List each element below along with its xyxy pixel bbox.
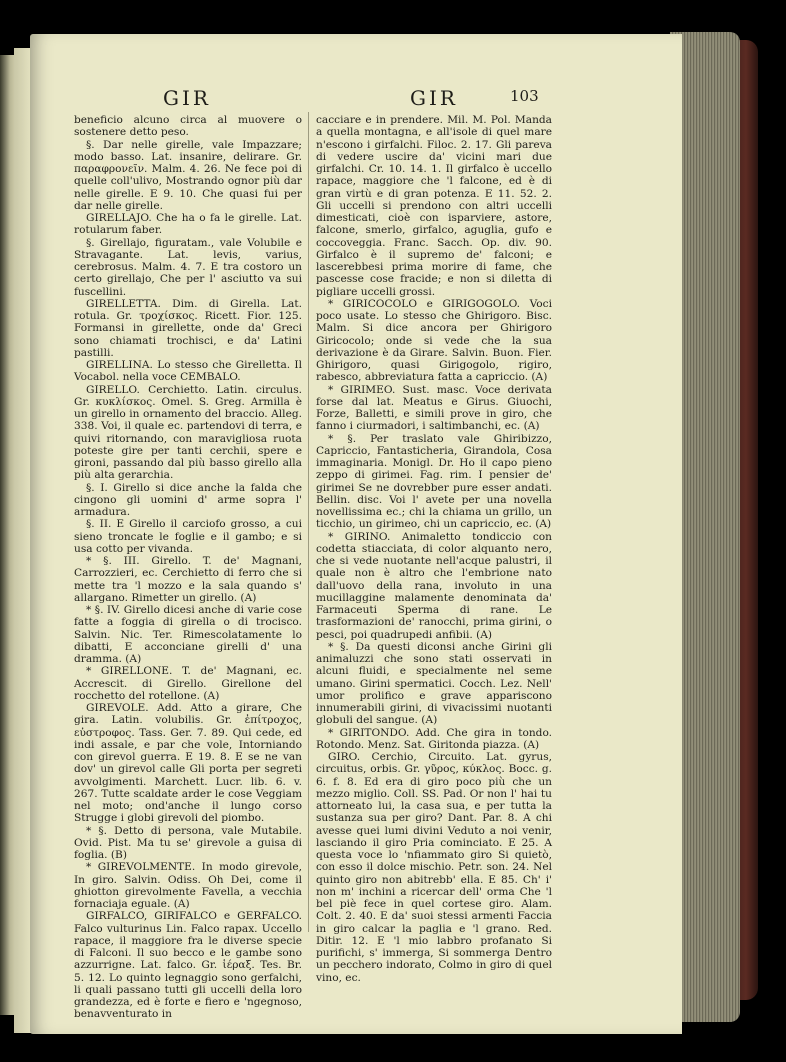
entry-paragraph: * GIRELLONE. T. de' Magnani, ec. Accrescit. di Girello. Girellone del rocchetto del rotellone. (A) — [74, 665, 302, 702]
entry-paragraph: GIRELLAJO. Che ha o fa le girelle. Lat. rotularum faber. — [74, 212, 302, 237]
entry-paragraph: cacciare e in prendere. Mil. M. Pol. Manda a quella montagna, e all'isole di quel mare n'escono i girfalchi. Filoc. 2. 17. Gli pareva di vedere uscire da' vicini mari due girfalchi. Cr. 10. 14. 1. Il girfalco è uccello rapace, maggiore che 'l falcone, ed è di gran virtù e di gran potenza. E 11. 52. 2. Gli uccelli si prendono con altri uccelli dimesticati, cioè con isparviere, astore, falcone, smerlo, girfalco, aguglia, gufo e coccoveggia. Franc. Sacch. Op. div. 90. Girfalco è il supremo de' falconi; e lascerebbesi prima morire di fame, che pascesse cose fracide; e non si diletta di pigliare uccelli grossi. — [316, 114, 552, 298]
entry-paragraph: * §. IV. Girello dicesi anche di varie cose fatte a foggia di girella o di trocisco. Salvin. Nic. Ter. Rimescolatamente lo dibatti, E acconciane girelli d' una dramma. (A) — [74, 604, 302, 665]
entry-paragraph: GIRELLO. Cerchietto. Latin. circulus. Gr. κυκλίσκος. Omel. S. Greg. Armilla è un girello in ornamento del braccio. Alleg. 338. Voi, il quale ec. partendovi di terra, e quivi ritornando, con maravigliosa ruota poteste gire per tanti cerchii, spere e gironi, passando dal più basso girello alla più alta gerarchia. — [74, 383, 302, 482]
entry-paragraph: * GIRICOCOLO e GIRIGOGOLO. Voci poco usate. Lo stesso che Ghirigoro. Bisc. Malm. Si dice ancora per Ghirigoro Giricocolo; onde si vede che la sua derivazione è da Girare. Salvin. Buon. Fier. Ghirigoro, quasi Girigogolo, rigiro, rabesco, abbreviatura fatta a capriccio. (A) — [316, 297, 552, 384]
entry-paragraph: beneficio alcuno circa al muovere o sostenere detto peso. — [74, 114, 302, 139]
entry-paragraph: * GIRINO. Animaletto tondiccio con codetta stiacciata, di color alquanto nero, che si vede nuotante nell'acque palustri, il quale non è altro che l'embrione nato dall'uovo della rana, involuto in una mucillaggine malamente denominata da' Farmaceuti Sperma di rane. Le trasformazioni de' ranocchi, prima girini, o pesci, poi quadrupedi anfibii. (A) — [316, 530, 552, 641]
entry-paragraph: * §. Detto di persona, vale Mutabile. Ovid. Pist. Ma tu se' girevole a guisa di foglia. (B) — [74, 824, 302, 861]
entry-paragraph: * §. Per traslato vale Ghiribizzo, Capriccio, Fantasticheria, Girandola, Cosa immaginaria. Monigl. Dr. Ho il capo pieno zeppo di girimei. Fag. rim. I pensier de' girimei Se ne dovrebber pure esser andati. Bellin. disc. Voi l' avete per una novella novellissima ec.; chi la chiama un grillo, un ticchio, un girimeo, chi un capriccio, ec. (A) — [316, 432, 552, 531]
entry-paragraph: * GIRIMEO. Sust. masc. Voce derivata forse dal lat. Meatus e Girus. Giuochi, Forze, Balletti, e simili prove in giro, che fanno i ciurmadori, i saltimbanchi, ec. (A) — [316, 383, 552, 433]
right-running-head: GIR — [410, 86, 458, 110]
entry-paragraph: GIRELLINA. Lo stesso che Girelletta. Il Vocabol. nella voce CEMBALO. — [74, 359, 302, 384]
right-column — [316, 114, 552, 984]
entry-paragraph: * §. III. Girello. T. de' Magnani, Carrozzieri, ec. Cerchietto di ferro che si mette tra 'l mozzo e la sala quando s' allargano. Rimetter un girello. (A) — [74, 555, 302, 604]
entry-paragraph: §. I. Girello si dice anche la falda che cingono gli uomini d' arme sopra l' armadura. — [74, 481, 302, 518]
entry-paragraph: GIRFALCO, GIRIFALCO e GERFALCO. Falco vulturinus Lin. Falco rapax. Uccello rapace, il maggiore fra le diverse specie di Falconi. Il suo becco e le gambe sono azzurrigne. Lat. falco. Gr. ἱέραξ. Tes. Br. 5. 12. Lo quinto legnaggio sono gerfalchi, li quali passano tutti gli uccelli della loro grandezza, ed è forte e fiero e 'ngegnoso, benavventurato in — [74, 910, 302, 1021]
left-column — [74, 114, 302, 1021]
entry-paragraph: §. Dar nelle girelle, vale Impazzare; modo basso. Lat. insanire, delirare. Gr. παραφρονεῖν. Malm. 4. 26. Ne fece poi di quelle coll'ulivo, Mostrando ognor più dar nelle girelle. E 9. 10. Che quasi fui per dar nelle girelle. — [74, 138, 302, 212]
entry-paragraph: * §. Da questi diconsi anche Girini gli animaluzzi che sono stati osservati in alcuni fluidi, e specialmente nel seme umano. Girini spermatici. Cocch. Lez. Nell' umor prolifico e grave appariscono innumerabili girini, di vivacissimi nuotanti globuli del sangue. (A) — [316, 640, 552, 727]
entry-paragraph: GIREVOLE. Add. Atto a girare, Che gira. Latin. volubilis. Gr. ἐπίτροχος, εὐστροφος. Tass. Ger. 7. 89. Qui cede, ed indi assale, e par che vole, Intorniando con girevol guerra. E 19. 8. E se ne van dov' un girevol calle Gli porta per segreti avvolgimenti. Marchett. Lucr. lib. 6. v. 267. Tutte scaldate arder le cose Veggiam nel moto; ond'anche il lungo corso Strugge i globi girevoli del piombo. — [74, 702, 302, 825]
entry-paragraph: GIRELLETTA. Dim. di Girella. Lat. rotula. Gr. τροχίσκος. Ricett. Fior. 125. Formansi in girellette, onde da' Greci sono chiamati trochisci, e da' Latini pastilli. — [74, 297, 302, 359]
page-number: 103 — [510, 87, 539, 105]
column-divider — [308, 112, 309, 932]
entry-paragraph: §. Girellajo, figuratam., vale Volubile e Stravagante. Lat. levis, varius, cerebrosus. Malm. 4. 7. E tra costoro un certo girellajo, Che per l' asciutto va sui fuscellini. — [74, 236, 302, 298]
entry-paragraph: §. II. E Girello il carciofo grosso, a cui sieno troncate le foglie e il gambo; e si usa cotto per vivanda. — [74, 518, 302, 555]
entry-paragraph: * GIREVOLMENTE. In modo girevole, In giro. Salvin. Odiss. Oh Dei, come il ghiotton girevolmente Favella, a vecchia fornaciaja eguale. (A) — [74, 861, 302, 910]
left-running-head: GIR — [163, 86, 211, 110]
entry-paragraph: * GIRITONDO. Add. Che gira in tondo. Rotondo. Menz. Sat. Giritonda piazza. (A) — [316, 726, 552, 751]
entry-paragraph: GIRO. Cerchio, Circuito. Lat. gyrus, circuitus, orbis. Gr. γῦρος, κύκλος. Bocc. g. 6. f. 8. Ed era di giro poco più che un mezzo miglio. Coll. SS. Pad. Or non l' hai tu attorneato lui, la casa sua, e per tutta la sustanza sua per giro? Dant. Par. 8. A chi avesse quei lumi divini Veduto a noi venir, lasciando il giro Pria cominciato. E 25. A questa voce lo 'nfiammato giro Si quietò, con esso il dolce mischio. Petr. son. 24. Nel quinto giro non abitrebb' ella. E 85. Ch' i' non m' inchini a ricercar dell' orma Che 'l bel piè fece in quel cortese giro. Alam. Colt. 2. 40. E da' suoi stessi armenti Faccia in giro calcar la paglia e 'l grano. Red. Ditir. 12. E 'l mio labbro profanato Si purifichi, s' immerga, Si sommerga Dentro un pecchero indorato, Colmo in giro di quel vino, ec. — [316, 751, 552, 984]
